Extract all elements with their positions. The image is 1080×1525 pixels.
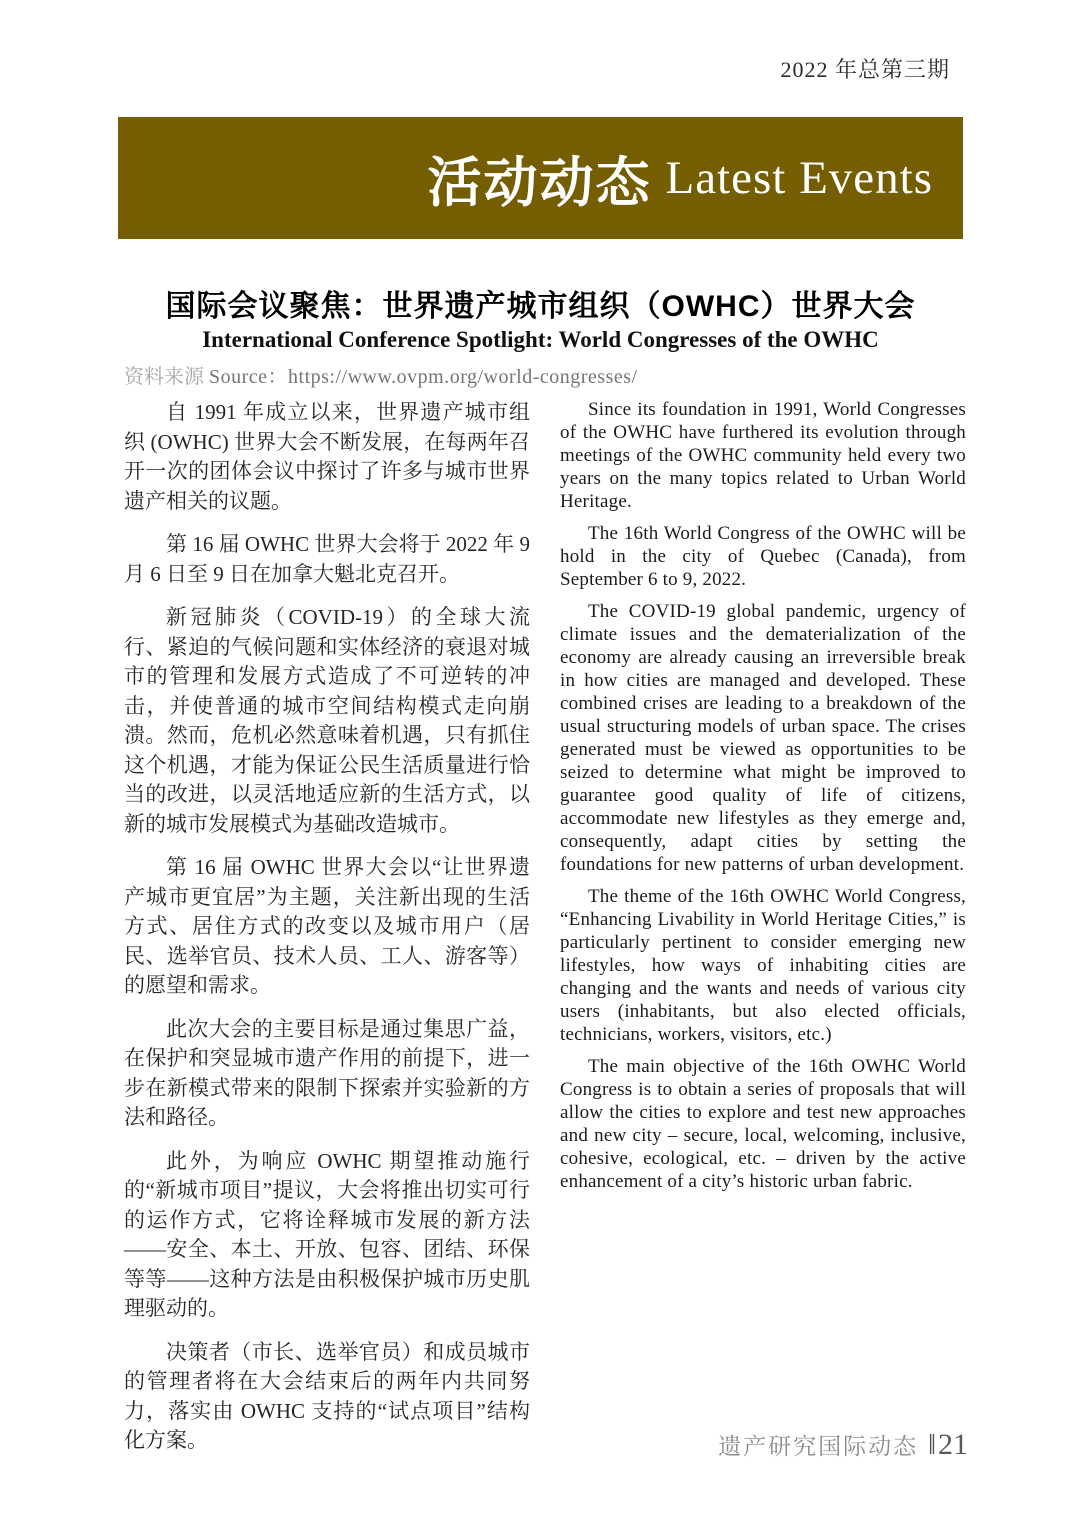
article-title-en: International Conference Spotlight: World Congresses of the OWHC xyxy=(202,327,879,352)
en-paragraph-5: The main objective of the 16th OWHC World Congress is to obtain a series of proposals that will allow the cities to explore and test new approaches and new city – secure, local, welcoming, inclusive, cohesive, ecological, etc. – driven by the active enhancement of a city’s historic urban fabric. xyxy=(560,1056,966,1192)
zh-paragraph-5: 此次大会的主要目标是通过集思广益，在保护和突显城市遗产作用的前提下，进一步在新模式带来的限制下探索并实验新的方法和路径。 xyxy=(124,1016,530,1129)
zh-paragraph-1: 自 1991 年成立以来，世界遗产城市组织 (OWHC) 世界大会不断发展，在每两年召开一次的团体会议中探讨了许多与城市世界遗产相关的议题。 xyxy=(124,400,530,513)
section-banner xyxy=(118,117,963,239)
en-paragraph-4: The theme of the 16th OWHC World Congress, “Enhancing Livability in World Heritage Cities,” is particularly pertinent to consider emerging new lifestyles, how ways of inhabiting cities are changing and the wants and needs of various city users (inhabitants, but also elected officials, technicians, workers, visitors, etc.) xyxy=(560,886,966,1045)
issue-label: 2022 年总第三期 xyxy=(780,57,950,82)
article-body xyxy=(124,398,966,1470)
footer-page-number: 21 xyxy=(938,1428,968,1461)
footer-journal-label: 遗产研究国际动态 xyxy=(718,1434,919,1459)
zh-paragraph-2: 第 16 届 OWHC 世界大会将于 2022 年 9 月 6 日至 9 日在加拿大魁北克召开。 xyxy=(124,532,530,586)
article-title-zh: 国际会议聚焦：世界遗产城市组织（OWHC）世界大会 xyxy=(165,290,916,323)
source-line xyxy=(124,360,969,389)
zh-paragraph-4: 第 16 届 OWHC 世界大会以“让世界遗产城市更宜居”为主题，关注新出现的生活方式、居住方式的改变以及城市用户（居民、选举官员、技术人员、工人、游客等）的愿望和需求。 xyxy=(124,855,530,997)
footer-separator: ‖ xyxy=(928,1430,936,1461)
banner-title-en: Latest Events xyxy=(665,152,933,204)
source-url: Source：https://www.ovpm.org/world-congresses/ xyxy=(209,366,638,388)
zh-paragraph-7: 决策者（市长、选举官员）和成员城市的管理者将在大会结束后的两年内共同努力，落实由 OWHC 支持的“试点项目”结构化方案。 xyxy=(124,1339,530,1452)
source-label-zh: 资料来源 xyxy=(124,366,209,388)
zh-paragraph-6: 此外，为响应 OWHC 期望推动施行的“新城市项目”提议，大会将推出切实可行的运作方式，它将诠释城市发展的新方法——安全、本土、开放、包容、团结、环保等等——这种方法是由积极保护城市历史肌理驱动的。 xyxy=(124,1148,530,1320)
banner-title-zh: 活动动态 xyxy=(427,152,652,213)
en-paragraph-3: The COVID-19 global pandemic, urgency of climate issues and the dematerialization of the economy are already causing an irreversible break in how cities are managed and developed. These combined crises are leading to a breakdown of the usual structuring models of urban space. The crises generated must be viewed as opportunities to be seized to determine what might be improved to guarantee good quality of life of citizens, accommodate new lifestyles as they emerge and, consequently, adapt cities by setting the foundations for new patterns of urban development. xyxy=(560,601,966,875)
en-paragraph-1: Since its foundation in 1991, World Congresses of the OWHC have furthered its evolution through meetings of the OWHC community held every two years on the many topics related to Urban World Heritage. xyxy=(560,399,966,512)
page-footer xyxy=(718,1428,968,1462)
column-english xyxy=(560,398,966,1470)
zh-paragraph-3: 新冠肺炎（COVID-19）的全球大流行、紧迫的气候问题和实体经济的衰退对城市的管理和发展方式造成了不可逆转的冲击，并使普通的城市空间结构模式走向崩溃。然而，危机必然意味着机遇，只有抓住这个机遇，才能为保证公民生活质量进行恰当的改进，以灵活地适应新的生活方式，以新的城市发展模式为基础改造城市。 xyxy=(124,605,530,836)
column-chinese xyxy=(124,398,530,1470)
en-paragraph-2: The 16th World Congress of the OWHC will be hold in the city of Quebec (Canada), from September 6 to 9, 2022. xyxy=(560,523,966,590)
